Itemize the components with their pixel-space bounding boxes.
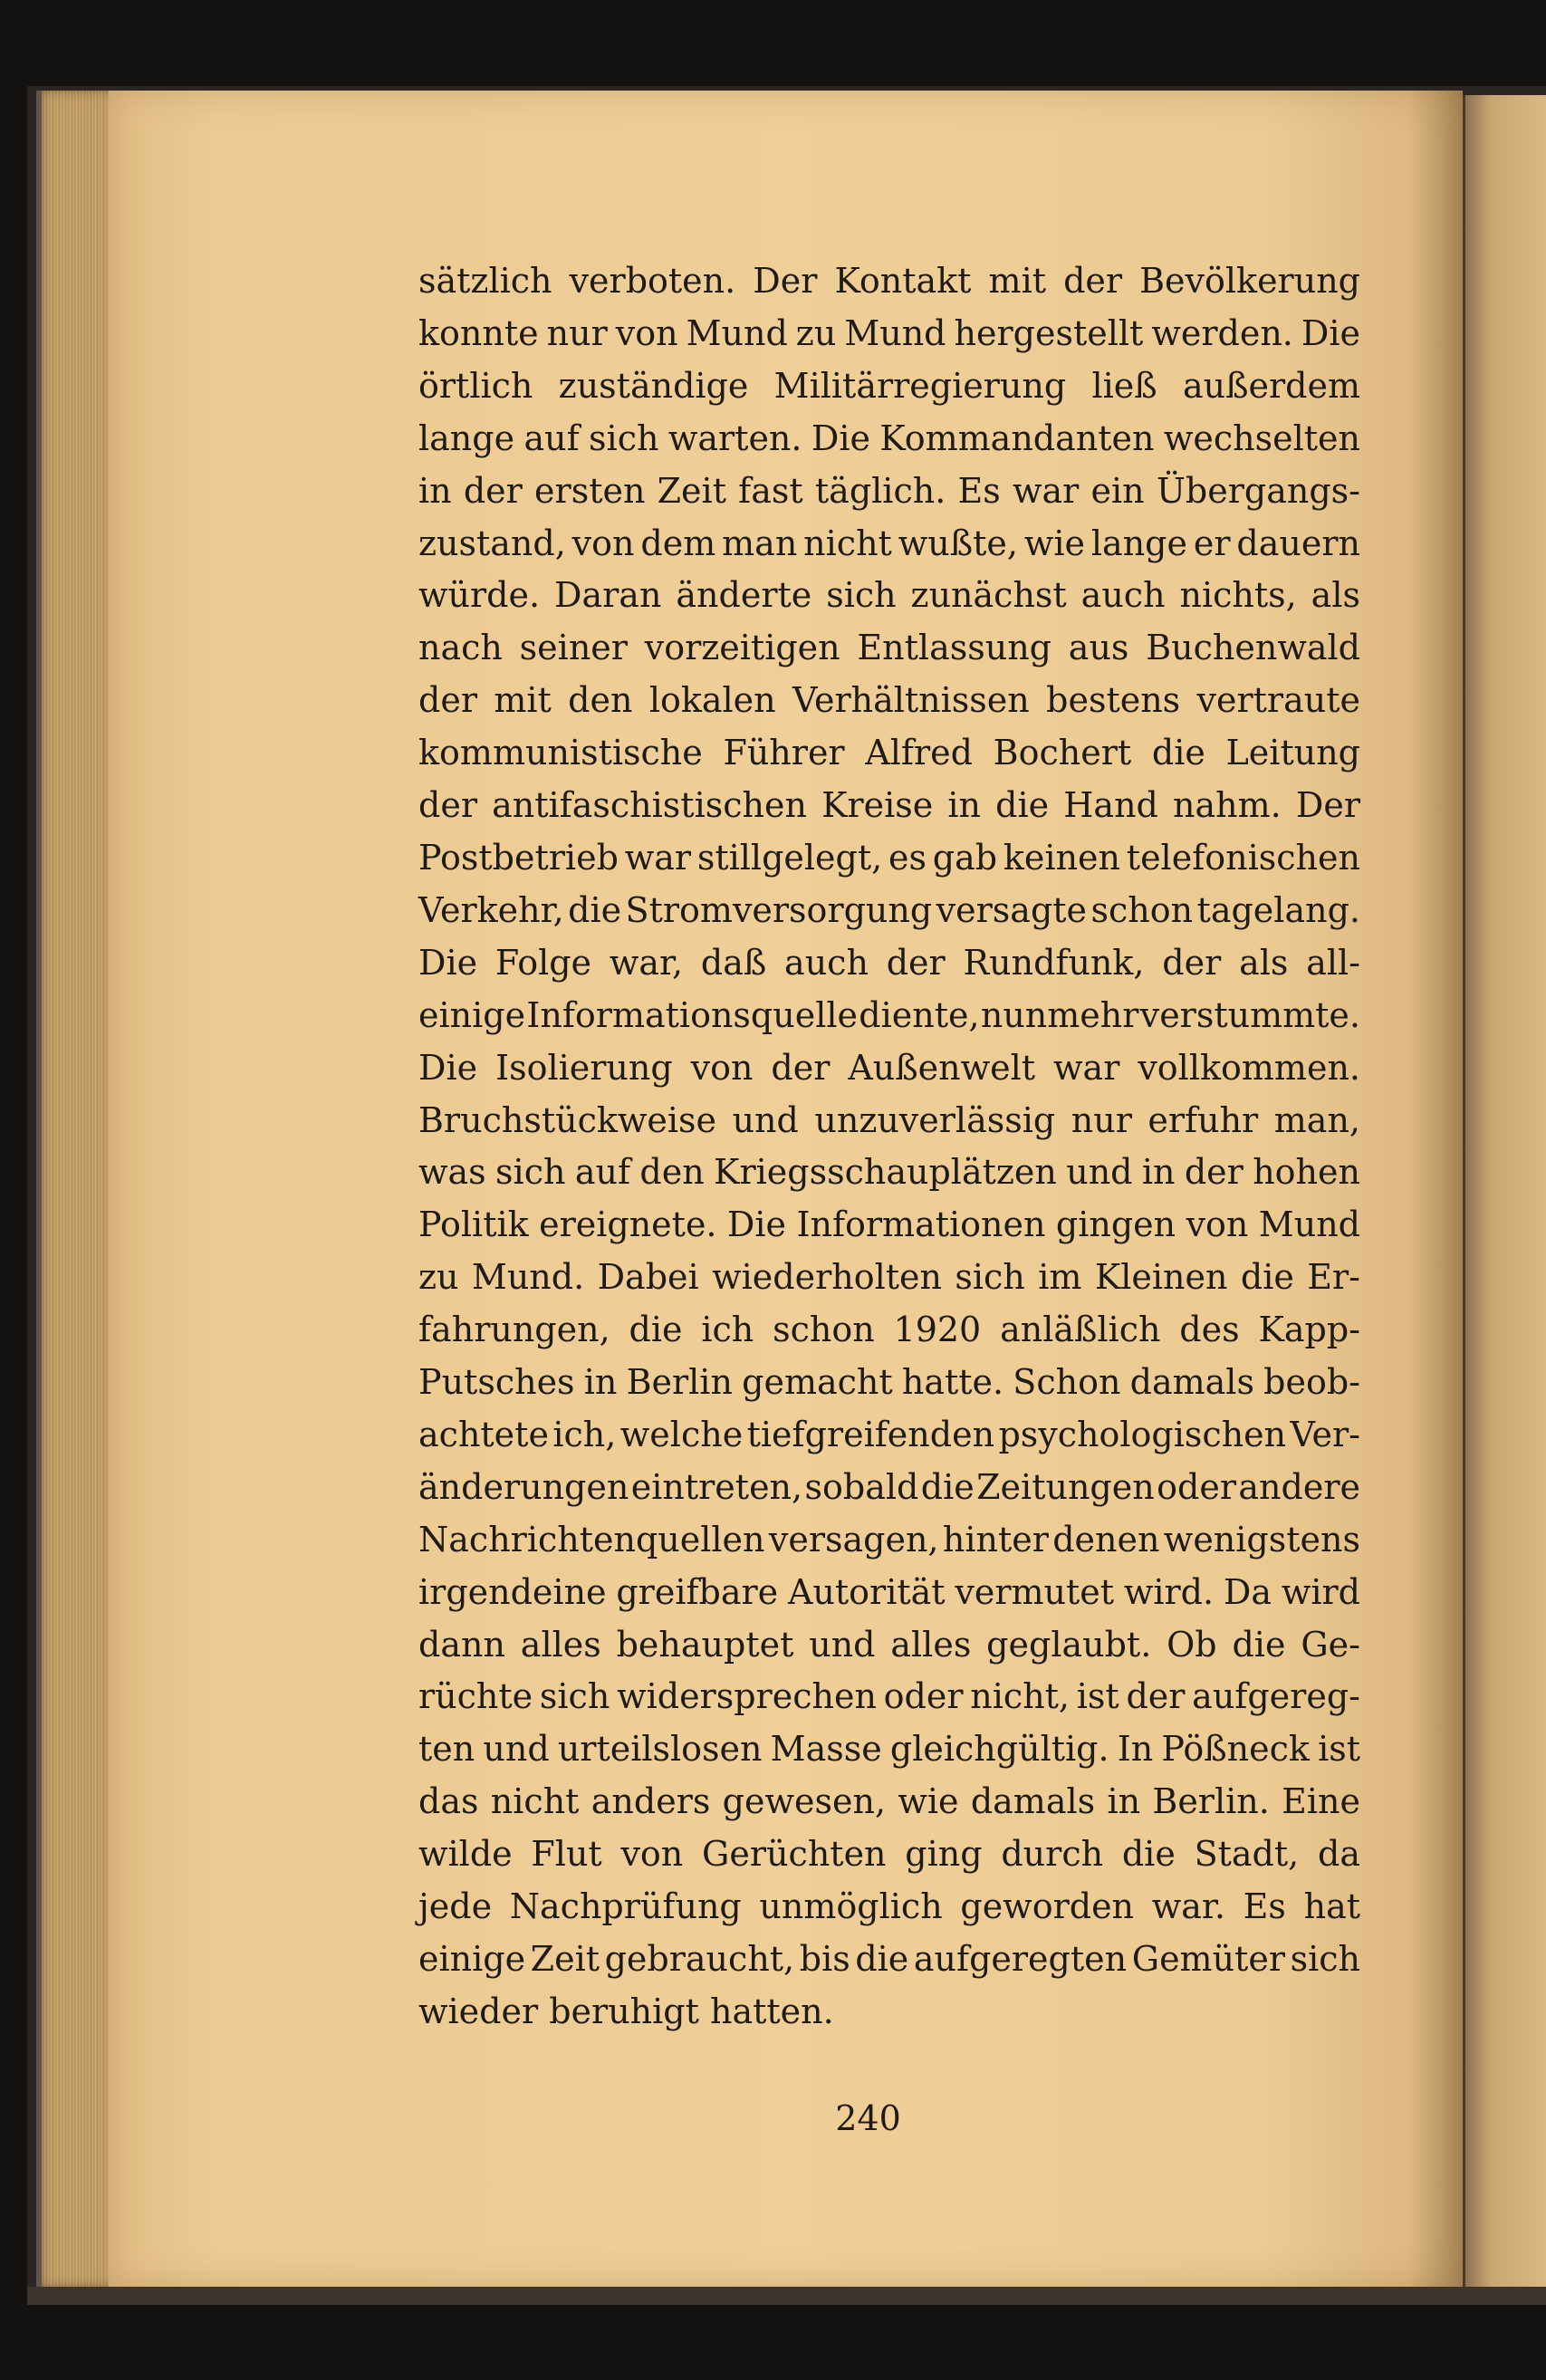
text-line: jede Nachprüfung unmöglich geworden war. Es hat: [418, 1886, 1360, 1927]
text-line: wilde Flut von Gerüchten ging durch die Stadt, da: [418, 1834, 1360, 1875]
text-line: ten und urteilslosen Masse gleichgültig. In Pößneck ist: [418, 1729, 1361, 1770]
text-line: änderungen eintreten, sobald die Zeitungen oder andere: [418, 1466, 1360, 1507]
facing-page-edge: [1463, 95, 1546, 2287]
text-line: Politik ereignete. Die Informationen gingen von Mund: [418, 1204, 1360, 1245]
text-line: einige Zeit gebraucht, bis die aufgeregten Gemüter sich: [418, 1939, 1360, 1979]
text-line: Putsches in Berlin gemacht hatte. Schon damals beob-: [418, 1362, 1360, 1403]
text-line: Postbetrieb war stillgelegt, es gab keinen telefonischen: [418, 837, 1360, 878]
text-line: örtlich zuständige Militärregierung ließ außerdem: [418, 365, 1360, 406]
cover-bottom-edge: [27, 2287, 1546, 2305]
text-line: Die Folge war, daß auch der Rundfunk, der als all-: [418, 942, 1360, 983]
page-number-row: [0, 2098, 1546, 2138]
text-line: sätzlich verboten. Der Kontakt mit der Bevölkerung: [418, 261, 1360, 301]
text-line: einige Informationsquelle diente, nunmehr verstummte.: [418, 994, 1360, 1035]
text-line: lange auf sich warten. Die Kommandanten wechselten: [418, 417, 1360, 458]
text-line: dann alles behauptet und alles geglaubt. Ob die Ge-: [418, 1624, 1360, 1665]
text-line: der antifaschistischen Kreise in die Hand nahm. Der: [418, 785, 1360, 826]
text-line: in der ersten Zeit fast täglich. Es war ein Übergangs-: [418, 470, 1360, 511]
page-number: 240: [835, 2098, 901, 2138]
text-line: Die Isolierung von der Außenwelt war vollkommen.: [418, 1047, 1360, 1088]
text-line: Nachrichtenquellen versagen, hinter denen wenigstens: [418, 1519, 1360, 1559]
text-line: wieder beruhigt hatten.: [418, 1991, 834, 2031]
text-line: was sich auf den Kriegsschauplätzen und in der hohen: [418, 1152, 1360, 1193]
text-line: irgendeine greifbare Autorität vermutet wird. Da wird: [418, 1571, 1360, 1612]
text-line: würde. Daran änderte sich zunächst auch nichts, als: [418, 575, 1360, 616]
text-line: das nicht anders gewesen, wie damals in Berlin. Eine: [418, 1781, 1360, 1822]
text-line: Verkehr, die Stromversorgung versagte schon tagelang.: [418, 889, 1360, 930]
body-text: [418, 255, 1360, 2039]
text-line: zustand, von dem man nicht wußte, wie lange er dauern: [418, 523, 1360, 563]
text-line: fahrungen, die ich schon 1920 anläßlich des Kapp-: [418, 1310, 1360, 1350]
text-line: Bruchstückweise und unzuverlässig nur erfuhr man,: [418, 1099, 1360, 1140]
text-line: zu Mund. Dabei wiederholten sich im Kleinen die Er-: [418, 1257, 1360, 1298]
text-line: rüchte sich widersprechen oder nicht, ist der aufgereg-: [418, 1676, 1360, 1717]
text-line: konnte nur von Mund zu Mund hergestellt werden. Die: [418, 312, 1360, 353]
text-line: kommunistische Führer Alfred Bochert die Leitung: [418, 733, 1360, 773]
text-line: achtete ich, welche tiefgreifenden psychologischen Ver-: [418, 1414, 1360, 1454]
gutter-shadow: [1408, 91, 1463, 2287]
text-line: der mit den lokalen Verhältnissen bestens vertraute: [418, 680, 1360, 721]
text-line: nach seiner vorzeitigen Entlassung aus Buchenwald: [418, 628, 1360, 668]
